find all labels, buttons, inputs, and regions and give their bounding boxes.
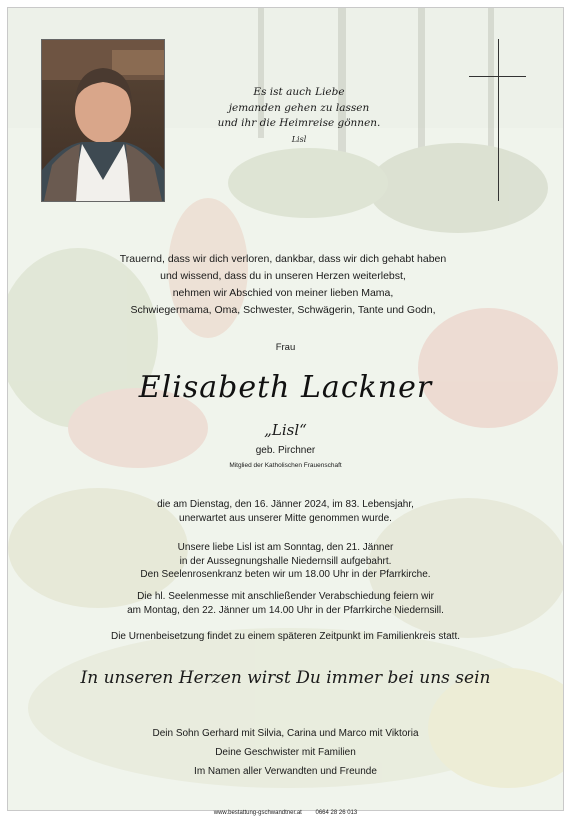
intro-line: Trauernd, dass wir dich verloren, dankbar, dass wir dich gehabt haben [119,253,447,265]
mourners-list [8,724,563,781]
intro-line: Schwiegermama, Oma, Schwester, Schwägerin, Tante und Godn, [130,304,436,316]
text-line: Die Urnenbeisetzung findet zu einem späteren Zeitpunkt im Familienkreis statt. [110,631,461,642]
portrait-image [42,40,164,201]
membership: Mitglied der Katholischen Frauenschaft [229,462,342,469]
footer [0,810,571,816]
mourner-line: Dein Sohn Gerhard mit Silvia, Carina und Marco mit Viktoria [152,728,419,739]
nickname: „Lisl“ [264,421,307,439]
footer-phone: 0664 28 26 013 [315,810,358,816]
salutation: Frau [275,342,296,353]
footer-website: www.bestattung-gschwandtner.at [213,810,302,816]
maiden-name: geb. Pirchner [255,445,316,456]
verse-line: Es ist auch Liebe [253,86,345,98]
text-line: am Montag, den 22. Jänner um 14.00 Uhr in der Pfarrkirche Niedernsill. [127,604,444,616]
mourner-line: Im Namen aller Verwandten und Freunde [194,766,377,777]
urn-info [48,630,523,644]
text-line: unerwartet aus unserer Mitte genommen wurde. [179,512,392,524]
text-line: Den Seelenrosenkranz beten wir um 18.00 Uhr in der Pfarrkirche. [140,569,431,580]
mass-info [48,590,523,617]
viewing-info [48,541,523,582]
intro-text [48,251,518,319]
deceased-name: Elisabeth Lackner [138,370,433,405]
text-line: Unsere liebe Lisl ist am Sonntag, den 21. Jänner [177,542,394,553]
text-line: in der Aussegnungshalle Niedernsill aufgebahrt. [179,555,392,567]
text-line: die am Dienstag, den 16. Jänner 2024, im 83. Lebensjahr, [157,499,414,510]
cross-icon-bar [469,76,526,77]
mourner-line: Deine Geschwister mit Familien [215,747,356,758]
text-line: Die hl. Seelenmesse mit anschließender Verabschiedung feiern wir [137,591,434,602]
death-notice [48,498,523,525]
intro-line: und wissend, dass du in unseren Herzen weiterlebst, [160,270,406,282]
cross-icon [498,39,499,201]
verse-signature: Lisl [291,134,307,144]
intro-line: nehmen wir Abschied von meiner lieben Mama, [172,287,394,299]
verse-line: jemanden gehen zu lassen [228,101,370,114]
obituary-card [7,7,564,811]
verse [188,85,410,147]
portrait-photo [41,39,165,202]
verse-line: und ihr die Heimreise gönnen. [217,117,381,129]
motto: In unseren Herzen wirst Du immer bei uns sein [80,668,491,688]
